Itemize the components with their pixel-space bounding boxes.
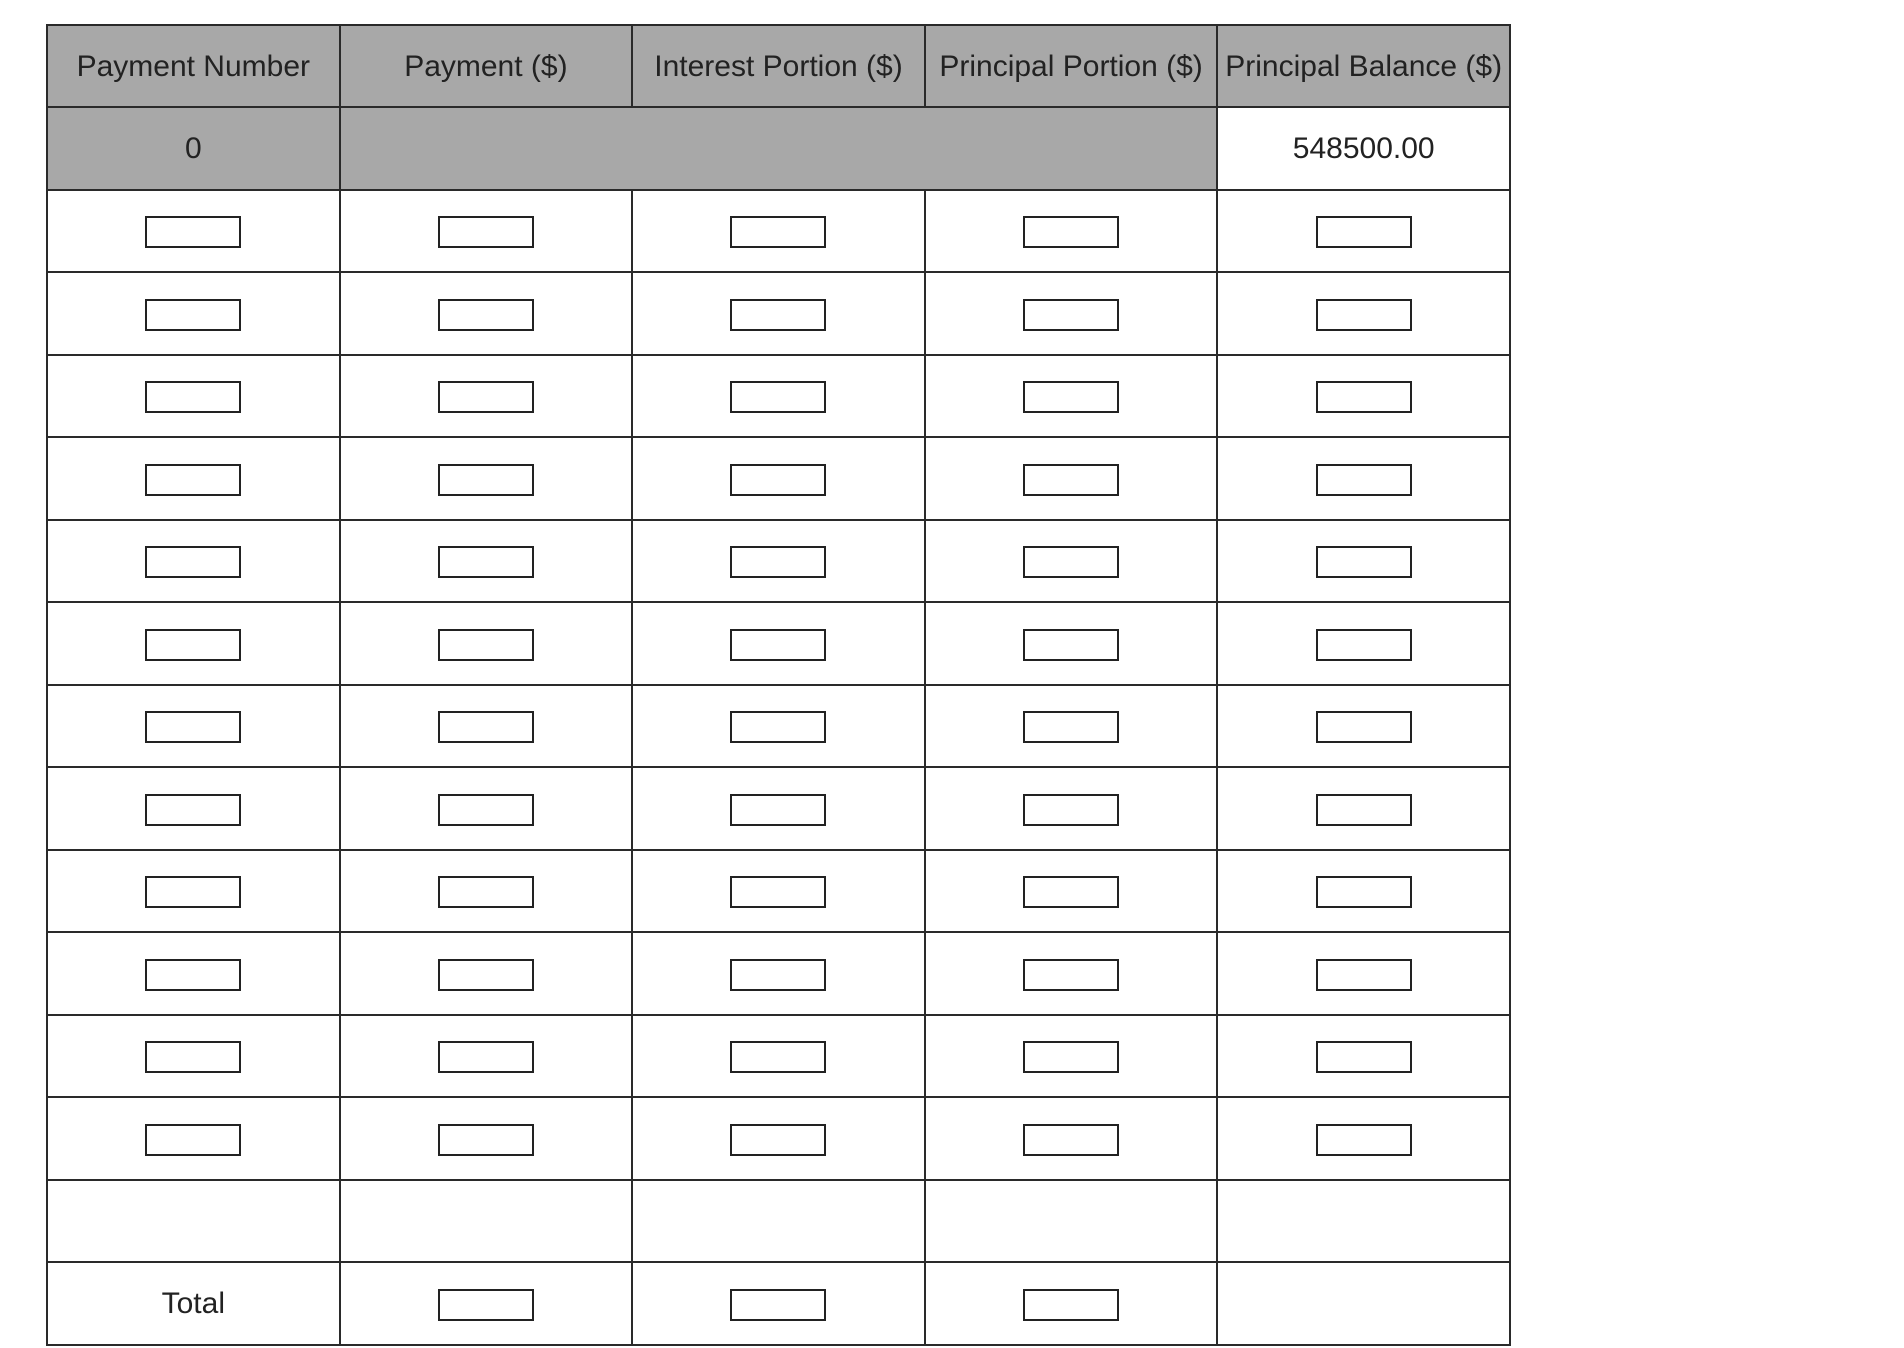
table-row — [47, 850, 1510, 933]
payment-answer-box[interactable] — [438, 711, 534, 743]
payment-number-answer-box[interactable] — [145, 216, 241, 248]
payment-number-answer-box[interactable] — [145, 299, 241, 331]
header-row — [47, 25, 1510, 107]
total-cell-principal-portion — [925, 1262, 1218, 1345]
table-cell-principal-balance — [1217, 190, 1510, 273]
principal-portion-answer-box[interactable] — [1023, 711, 1119, 743]
empty-cell — [1217, 1180, 1510, 1263]
principal-portion-answer-box[interactable] — [1023, 1041, 1119, 1073]
payment-answer-box[interactable] — [438, 1041, 534, 1073]
total-payment-answer-box[interactable] — [438, 1289, 534, 1321]
table-cell-interest-portion — [632, 685, 925, 768]
table-cell-payment — [340, 520, 633, 603]
total-cell-principal-balance — [1217, 1262, 1510, 1345]
interest-portion-answer-box[interactable] — [730, 299, 826, 331]
table-cell-principal-balance — [1217, 355, 1510, 438]
table-cell-principal-portion — [925, 355, 1218, 438]
amortization-table-container — [46, 24, 1511, 1346]
total-cell-interest-portion — [632, 1262, 925, 1345]
payment-answer-box[interactable] — [438, 216, 534, 248]
initial-payment-number: 0 — [47, 107, 340, 190]
principal-balance-answer-box[interactable] — [1316, 794, 1412, 826]
payment-number-answer-box[interactable] — [145, 381, 241, 413]
principal-balance-answer-box[interactable] — [1316, 1041, 1412, 1073]
table-row — [47, 1015, 1510, 1098]
table-cell-payment-number — [47, 1097, 340, 1180]
table-cell-payment — [340, 437, 633, 520]
initial-principal-balance: 548500.00 — [1217, 107, 1510, 190]
table-cell-payment — [340, 272, 633, 355]
table-cell-payment-number — [47, 272, 340, 355]
principal-balance-answer-box[interactable] — [1316, 381, 1412, 413]
principal-balance-answer-box[interactable] — [1316, 711, 1412, 743]
table-cell-payment — [340, 850, 633, 933]
empty-cell — [47, 1180, 340, 1263]
initial-row-shaded-span — [340, 107, 1218, 190]
principal-portion-answer-box[interactable] — [1023, 546, 1119, 578]
table-cell-principal-balance — [1217, 685, 1510, 768]
table-cell-principal-portion — [925, 190, 1218, 273]
total-row — [47, 1262, 1510, 1345]
table-cell-payment — [340, 602, 633, 685]
principal-portion-answer-box[interactable] — [1023, 299, 1119, 331]
table-cell-payment — [340, 685, 633, 768]
table-row — [47, 272, 1510, 355]
payment-answer-box[interactable] — [438, 959, 534, 991]
principal-balance-answer-box[interactable] — [1316, 1124, 1412, 1156]
table-cell-principal-portion — [925, 437, 1218, 520]
principal-balance-answer-box[interactable] — [1316, 959, 1412, 991]
principal-portion-answer-box[interactable] — [1023, 464, 1119, 496]
table-cell-interest-portion — [632, 437, 925, 520]
payment-answer-box[interactable] — [438, 876, 534, 908]
table-cell-principal-balance — [1217, 272, 1510, 355]
total-interest-portion-answer-box[interactable] — [730, 1289, 826, 1321]
table-cell-interest-portion — [632, 520, 925, 603]
interest-portion-answer-box[interactable] — [730, 1124, 826, 1156]
empty-cell — [925, 1180, 1218, 1263]
table-cell-payment-number — [47, 437, 340, 520]
table-cell-payment — [340, 1015, 633, 1098]
table-cell-interest-portion — [632, 1015, 925, 1098]
header-payment-number: Payment Number — [47, 25, 340, 107]
payment-answer-box[interactable] — [438, 381, 534, 413]
table-cell-interest-portion — [632, 602, 925, 685]
principal-balance-answer-box[interactable] — [1316, 216, 1412, 248]
table-cell-payment — [340, 932, 633, 1015]
table-cell-principal-portion — [925, 1097, 1218, 1180]
total-principal-portion-answer-box[interactable] — [1023, 1289, 1119, 1321]
total-cell-payment — [340, 1262, 633, 1345]
table-row — [47, 520, 1510, 603]
payment-answer-box[interactable] — [438, 546, 534, 578]
header-interest-portion: Interest Portion ($) — [632, 25, 925, 107]
principal-balance-answer-box[interactable] — [1316, 546, 1412, 578]
table-row — [47, 355, 1510, 438]
principal-balance-answer-box[interactable] — [1316, 629, 1412, 661]
principal-portion-answer-box[interactable] — [1023, 216, 1119, 248]
table-cell-payment-number — [47, 355, 340, 438]
payment-number-answer-box[interactable] — [145, 546, 241, 578]
table-cell-payment — [340, 1097, 633, 1180]
payment-number-answer-box[interactable] — [145, 464, 241, 496]
principal-portion-answer-box[interactable] — [1023, 381, 1119, 413]
table-cell-interest-portion — [632, 850, 925, 933]
table-row — [47, 190, 1510, 273]
table-cell-payment-number — [47, 767, 340, 850]
table-cell-principal-portion — [925, 602, 1218, 685]
interest-portion-answer-box[interactable] — [730, 464, 826, 496]
table-cell-payment-number — [47, 190, 340, 273]
table-row — [47, 685, 1510, 768]
payment-number-answer-box[interactable] — [145, 794, 241, 826]
header-principal-balance: Principal Balance ($) — [1217, 25, 1510, 107]
principal-balance-answer-box[interactable] — [1316, 464, 1412, 496]
table-cell-payment — [340, 355, 633, 438]
principal-portion-answer-box[interactable] — [1023, 794, 1119, 826]
interest-portion-answer-box[interactable] — [730, 959, 826, 991]
table-cell-principal-balance — [1217, 850, 1510, 933]
table-cell-payment-number — [47, 520, 340, 603]
table-cell-interest-portion — [632, 190, 925, 273]
table-cell-principal-portion — [925, 520, 1218, 603]
table-cell-principal-portion — [925, 685, 1218, 768]
payment-number-answer-box[interactable] — [145, 1124, 241, 1156]
principal-portion-answer-box[interactable] — [1023, 629, 1119, 661]
amortization-table — [46, 24, 1511, 1346]
table-cell-payment — [340, 190, 633, 273]
empty-row — [47, 1180, 1510, 1263]
table-cell-interest-portion — [632, 1097, 925, 1180]
table-row — [47, 437, 1510, 520]
table-cell-principal-balance — [1217, 1015, 1510, 1098]
principal-balance-answer-box[interactable] — [1316, 876, 1412, 908]
total-label: Total — [47, 1262, 340, 1345]
principal-portion-answer-box[interactable] — [1023, 876, 1119, 908]
interest-portion-answer-box[interactable] — [730, 381, 826, 413]
table-cell-payment — [340, 767, 633, 850]
table-row — [47, 1097, 1510, 1180]
table-row — [47, 767, 1510, 850]
payment-answer-box[interactable] — [438, 629, 534, 661]
interest-portion-answer-box[interactable] — [730, 794, 826, 826]
table-cell-principal-portion — [925, 850, 1218, 933]
payment-answer-box[interactable] — [438, 794, 534, 826]
table-cell-principal-portion — [925, 932, 1218, 1015]
empty-cell — [340, 1180, 633, 1263]
interest-portion-answer-box[interactable] — [730, 546, 826, 578]
table-cell-principal-portion — [925, 767, 1218, 850]
table-cell-payment-number — [47, 850, 340, 933]
payment-answer-box[interactable] — [438, 1124, 534, 1156]
interest-portion-answer-box[interactable] — [730, 711, 826, 743]
payment-number-answer-box[interactable] — [145, 1041, 241, 1073]
table-cell-interest-portion — [632, 767, 925, 850]
principal-portion-answer-box[interactable] — [1023, 1124, 1119, 1156]
table-cell-payment-number — [47, 602, 340, 685]
initial-row — [47, 107, 1510, 190]
table-cell-interest-portion — [632, 272, 925, 355]
header-payment: Payment ($) — [340, 25, 633, 107]
table-cell-payment-number — [47, 1015, 340, 1098]
interest-portion-answer-box[interactable] — [730, 1041, 826, 1073]
payment-number-answer-box[interactable] — [145, 876, 241, 908]
payment-number-answer-box[interactable] — [145, 959, 241, 991]
table-row — [47, 602, 1510, 685]
table-cell-interest-portion — [632, 932, 925, 1015]
empty-cell — [632, 1180, 925, 1263]
table-cell-principal-balance — [1217, 767, 1510, 850]
table-cell-payment-number — [47, 685, 340, 768]
header-principal-portion: Principal Portion ($) — [925, 25, 1218, 107]
table-cell-principal-portion — [925, 272, 1218, 355]
table-cell-principal-balance — [1217, 932, 1510, 1015]
table-cell-principal-balance — [1217, 1097, 1510, 1180]
principal-balance-answer-box[interactable] — [1316, 299, 1412, 331]
payment-number-answer-box[interactable] — [145, 629, 241, 661]
payment-number-answer-box[interactable] — [145, 711, 241, 743]
table-cell-principal-balance — [1217, 602, 1510, 685]
table-cell-payment-number — [47, 932, 340, 1015]
payment-answer-box[interactable] — [438, 464, 534, 496]
table-cell-principal-portion — [925, 1015, 1218, 1098]
interest-portion-answer-box[interactable] — [730, 629, 826, 661]
principal-portion-answer-box[interactable] — [1023, 959, 1119, 991]
table-row — [47, 932, 1510, 1015]
table-cell-principal-balance — [1217, 520, 1510, 603]
table-cell-principal-balance — [1217, 437, 1510, 520]
table-cell-interest-portion — [632, 355, 925, 438]
interest-portion-answer-box[interactable] — [730, 876, 826, 908]
payment-answer-box[interactable] — [438, 299, 534, 331]
interest-portion-answer-box[interactable] — [730, 216, 826, 248]
